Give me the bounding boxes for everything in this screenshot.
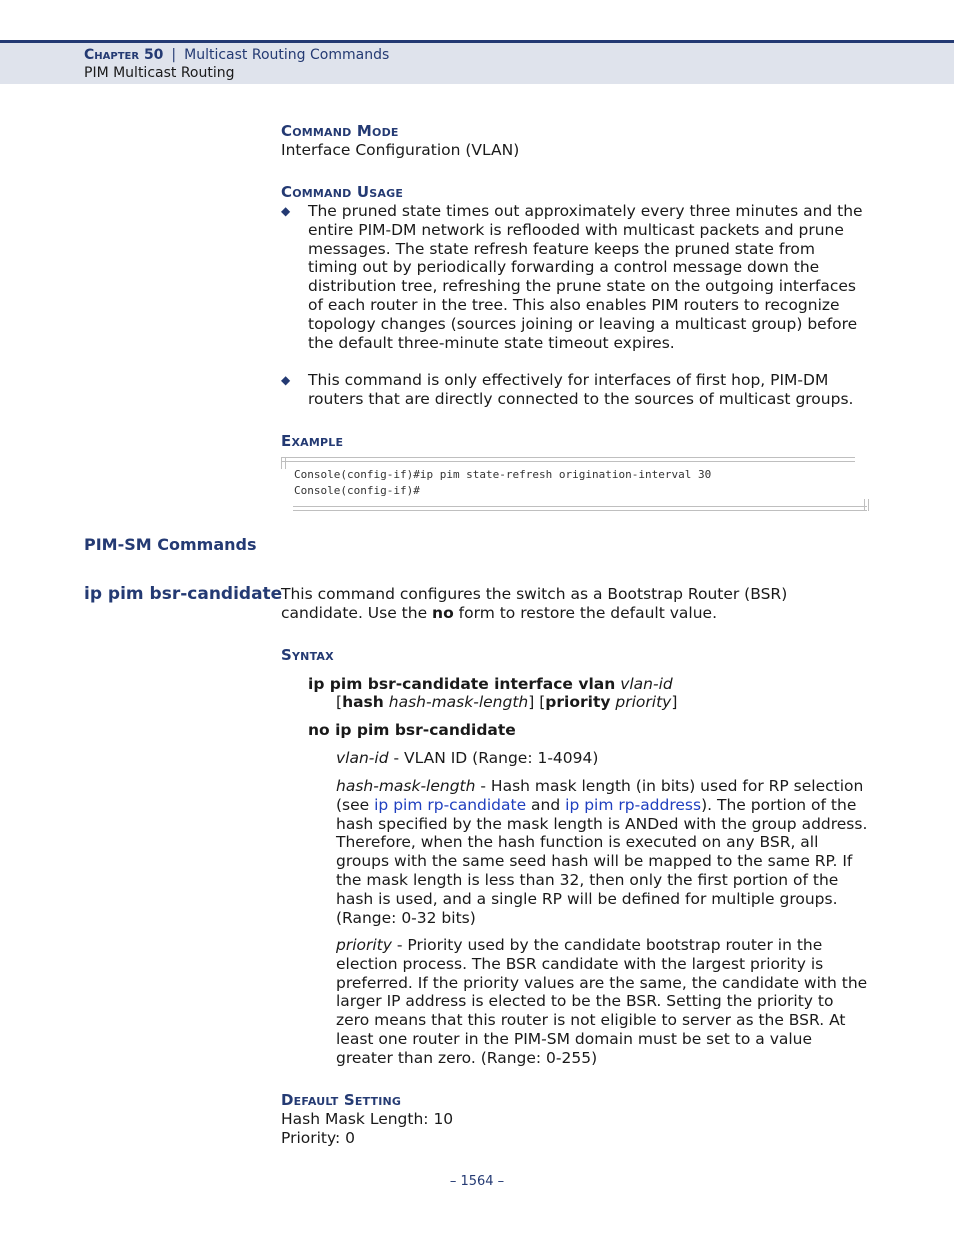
syntax-bracket: ]	[528, 693, 535, 711]
syntax-line-1	[308, 675, 673, 694]
diamond-bullet-icon: ◆	[281, 204, 291, 218]
default-priority: Priority: 0	[281, 1129, 356, 1147]
syntax-param: hash-mask-length	[388, 693, 529, 711]
syntax-command: ip pim bsr-candidate interface vlan	[308, 675, 616, 693]
command-mode-text: Interface Configuration (VLAN)	[281, 141, 520, 159]
param-name: vlan-id	[336, 749, 389, 767]
code-block	[294, 467, 711, 499]
syntax-line-2	[336, 693, 677, 712]
example-heading: Example	[281, 432, 344, 450]
section-title: PIM-SM Commands	[84, 535, 257, 554]
default-hash-mask: Hash Mask Length: 10	[281, 1110, 454, 1128]
desc-text: This command configures the switch as a Bootstrap Router (BSR) candidate. Use the	[281, 585, 788, 622]
syntax-param: vlan-id	[620, 675, 673, 693]
param-desc: ). The portion of the hash specified by the mask length is ANDed with the group address. Therefore, when the hash function is executed on any BSR, all groups with the same seed hash will be mapped to the same RP. If the mask length is less than 32, then only the first portion of the hash is used, and a single RP will be defined for multiple groups. (Range: 0-32 bits)	[336, 795, 868, 927]
rp-address-link[interactable]: ip pim rp-address	[565, 795, 702, 814]
param-desc: and	[526, 795, 566, 814]
usage-bullet-text: The pruned state times out approximately every three minutes and the entire PIM-DM network is reflooded with multicast packets and prune messages. The state refresh feature keeps the pruned state from timing out by periodically forwarding a control message down the distribution tree, refreshing the prune state on the outgoing interfaces of each router in the tree. This also enables PIM routers to recognize topology changes (sources joining or leaving a multicast group) before the default three-minute state timeout expires.	[308, 202, 863, 352]
desc-bold-keyword: no	[432, 603, 454, 622]
syntax-no-form	[308, 721, 516, 740]
diamond-bullet-icon: ◆	[281, 373, 291, 387]
param-desc: - Priority used by the candidate bootstrap router in the election process. The BSR candidate with the largest priority is preferred. If the priority values are the same, the candidate with the larger IP address is elected to be the BSR. Setting the priority to zero means that this router is not eligible to server as the BSR. At least one router in the PIM-SM domain must be set to a value greater than zero. (Range: 0-255)	[336, 936, 868, 1067]
header-separator: |	[171, 47, 177, 63]
code-example-box	[281, 457, 869, 511]
syntax-param: priority	[615, 693, 672, 711]
page-header	[0, 40, 954, 84]
code-box-border	[281, 457, 286, 469]
default-setting-heading: Default Setting	[281, 1091, 402, 1109]
code-line: Console(config-if)#	[294, 484, 420, 497]
chapter-title: Multicast Routing Commands	[184, 47, 390, 63]
code-box-border	[281, 457, 855, 462]
command-usage-heading: Command Usage	[281, 183, 404, 201]
syntax-keyword: hash	[342, 693, 384, 711]
param-vlan-id	[336, 749, 598, 768]
syntax-heading: Syntax	[281, 646, 334, 664]
header-subtitle: PIM Multicast Routing	[84, 65, 235, 81]
param-name: priority	[336, 936, 392, 954]
desc-text: form to restore the default value.	[453, 603, 718, 622]
usage-bullet-text: This command is only effectively for interfaces of first hop, PIM-DM routers that are directly connected to the sources of multicast groups.	[308, 371, 854, 408]
syntax-bracket: [	[539, 693, 546, 711]
code-line: Console(config-if)#ip pim state-refresh origination-interval 30	[294, 468, 712, 481]
param-priority	[336, 936, 868, 1068]
command-description	[281, 585, 841, 623]
page-number: – 1564 –	[449, 1174, 505, 1189]
chapter-label: Chapter 50	[84, 47, 164, 63]
header-chapter-line	[84, 47, 389, 63]
syntax-no-command: no ip pim bsr-candidate	[308, 721, 516, 739]
param-desc: - VLAN ID (Range: 1-4094)	[388, 749, 599, 767]
syntax-bracket: [	[336, 693, 343, 711]
param-desc: - Hash mask length (in bits) used for RP selection (see	[336, 777, 864, 814]
syntax-bracket: ]	[671, 693, 678, 711]
command-mode-heading: Command Mode	[281, 122, 399, 140]
syntax-keyword: priority	[545, 693, 611, 711]
command-title: ip pim bsr-candidate	[84, 584, 283, 604]
code-box-border	[864, 499, 869, 511]
rp-candidate-link[interactable]: ip pim rp-candidate	[374, 795, 527, 814]
param-name: hash-mask-length	[336, 777, 476, 795]
param-hash-mask-length	[336, 777, 868, 927]
code-box-border	[293, 506, 867, 511]
